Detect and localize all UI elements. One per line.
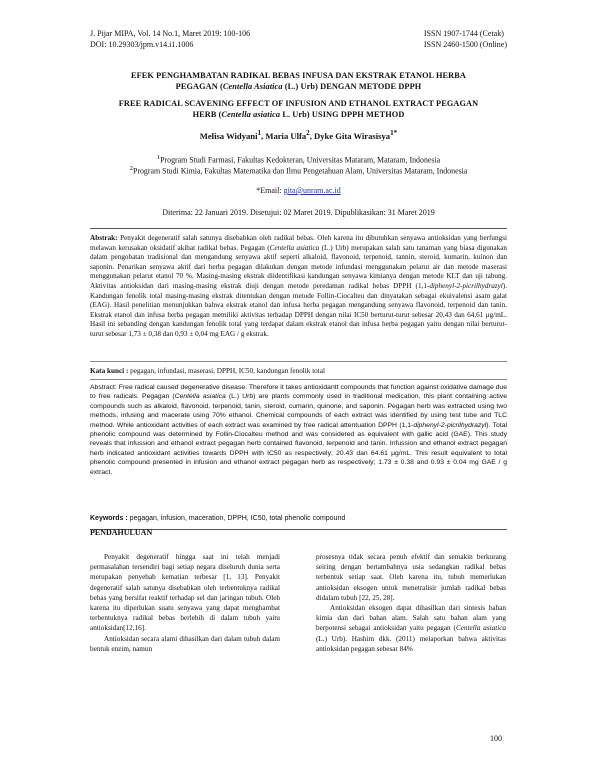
journal-citation: J. Pijar MIPA, Vol. 14 No.1, Maret 2019: 100-106 xyxy=(90,29,251,38)
doi: DOI: 10.29303/jpm.v14.i1.1006 xyxy=(90,40,194,49)
section-heading: PENDAHULUAN xyxy=(90,528,153,537)
page-number: 100 xyxy=(490,734,502,743)
paragraph: prosesnya tidak secara penuh efektif dan semakin berkurang seiring dengan bertambahnya usia sedangkan radikal bebas terbentuk setiap saat. Oleh karena itu, tubuh memerlukan antioksidan eksogen untuk menetralisir jumlah radikal bebas didalam tubuh [22, 25, 28]. xyxy=(316,553,506,602)
issn-online: ISSN 2460-1500 (Online) xyxy=(423,40,507,49)
affiliation-2: $^2$Program Studi Kimia, Fakultas Matematika dan Ilmu Pengetahuan Alam, Universitas Mataram, Indonesia xyxy=(129,165,468,176)
body-column-left xyxy=(90,552,280,654)
paragraph: Penyakit degeneratif hingga saat ini telah menjadi permasalahan tersendiri bagi setiap negara diseluruh dunia serta merupakan penyebab kematian terbesar [1, 13]. Penyakit degeneratif salah satunya disebabkan oleh terbentuknya radikal bebas yang bersifat reaktif terhadap sel dan jaringan tubuh. Oleh karena itu diperlukan suatu senyawa yang dapat menghambat terbentuknya radikal bebas berlebih di dalam tubuh yaitu antioksidan[12,16]. xyxy=(90,553,280,633)
title-indonesian: EFEK PENGHAMBATAN RADIKAL BEBAS INFUSA DAN EKSTRAK ETANOL HERBA PEGAGAN (Centella Asiatica (L.) Urb) DENGAN METODE DPPH xyxy=(131,71,466,91)
title-english: FREE RADICAL SCAVENING EFFECT OF INFUSION AND ETHANOL EXTRACT PEGAGAN HERB (Centella asiatica L. Urb) USING DPPH METHOD xyxy=(118,99,479,119)
affiliation-1: $^1$Program Studi Farmasi, Fakultas Kedokteran, Universitas Mataram, Mataram, Indonesia xyxy=(156,154,441,165)
paragraph: Antioksidan eksogen dapat dihasilkan dari sintesis bahan kimia dan dari bahan alam. Salah satu bahan alam yang berpotensi sebagai antioksidan yaitu pegagan (Centella asiatica (L.) Urb). Hashim dkk. (2011) melaporkan bahwa aktivitas antioksidan pegagan sebesar 84% xyxy=(316,604,506,653)
email-link[interactable]: gita@unram.ac.id xyxy=(283,186,341,195)
body-column-right xyxy=(316,552,506,654)
divider-top-keywords xyxy=(90,361,507,362)
header-right xyxy=(424,28,507,50)
kata-kunci: Kata kunci : pegagan, infundasi, maserasi, DPPH, IC50, kandungan fenolik total xyxy=(90,367,325,375)
corresponding-email: *Email: gita@unram.ac.id xyxy=(256,186,341,195)
keywords-english: Keywords : pegagan, infusion, maceration, DPPH, IC50, total phenolic compound xyxy=(90,515,346,522)
submission-dates: Diterima: 22 Januari 2019. Disetujui: 02 Maret 2019. Dipublikasikan: 31 Maret 2019 xyxy=(162,208,435,217)
header-left xyxy=(90,28,250,50)
abstrak-indonesian: Abstrak: Penyakit degeneratif salah satunya disebabkan oleh radikal bebas. Oleh karena itu dibutuhkan senyawa antioksidan yang berfungsi melawan kerusakan oksidatif akibat radikal bebas. Pegagan (Centella asiatica (L.) Urb) merupakan salah satu tanaman yang biasa digunakan dalam pengobatan tradisional dan mengandung senyawa aktif seperti alkaloid, flavonoid, terpenoid, tannin, steroid, kumarin, kuinon dan saponin. Penarikan senyawa aktif dari herba pegagan dilakukan dengan metode infundasi menggunakan pelarut air dan metode maserasi menggunakan pelarut etanol 70 %. Masing-masing ekstrak diidentifikasi kandungan senyawa kimianya dengan metode KLT dan uji tabung. Aktivitas antioksidan dari masing-masing ekstrak diuji dengan metode peredaman radikal bebas DPPH (1,1-diphenyl-2-picrilhydrazyl). Kandungan fenolik total masing-masing ekstrak ditentukan dengan metode Follin-Ciocalteu dan dinyatakan sebagai ekuivalensi asam galat (EAG). Hasil penelitian menunjukkan bahwa ekstrak etanol dan infusa herba pegagan mengandung senyawa flavonoid, terpenoid dan tanin. Ekstrak etanol dan infusa herba pegagan memiliki aktivitas terhadap DPPH dengan nilai IC50 berturut-turut sebesar 20,43 dan 64,61 μg/mL. Hasil ini sebanding dengan kandungan fenolik total yang terdapat dalam ekstrak etanol dan infusa herba pegagan yaitu dengan nilai berturut-turut sebesar 1,73 ± 0,38 dan 0,93 ± 0,04 mg EAG / g ekstrak. xyxy=(90,234,507,338)
divider-bottom-keywords xyxy=(90,379,507,380)
issn-print: ISSN 1907-1744 (Cetak) xyxy=(423,29,504,38)
abstract-english: Abstract: Free radical caused degenerative disease. Therefore it takes antioxidantt compounds that function against oxidative damage due to free radicals. Pegagan (Centella asiatica (L.) Urb) are plants commonly used in traditional medication, this plant containing active compounds such as alkaloid, flavonoid, terpenoid, tanin, steroid, cumarin, quinone, and saponin. Pegagan herb was extracted using two methods, infusing and macerate using 70% ethanol. Chemical compounds of each extract was identified by using test tube and TLC method. While antioxidant activities of each extract was examined by free radical attentuation DPPH (1,1-diphenyl-2-picrilhydrazyl). Total phenolic compound was determined by Follin-Ciocalteu method and was considered as equivalent with gallic acid (GAE). This study reveals that infussion and ethanol extract pegagan herb contained flavonoid, terpenoid and tanin. Infussion and ethanol extract pegagan herb indicated antioxidant activities towards DPPH with IC50 as respectively; 20.43 dan 64.61 μg/mL. This result equivalent to total phenolic compound presented in infusion and ethanol extract pegagan herb as respectively; 1.73 ± 0.38 and 0.93 ± 0.04 mg GAE / g extract. xyxy=(90,384,507,476)
author-list: Melisa Widyani$^1$, Maria Ulfa$^2$, Dyke Gita Wirasisya$^{1*}$ xyxy=(199,129,398,141)
paragraph: Antioksidan secara alami dihasilkan dari dalam tubuh dalam bentuk enzim, namun xyxy=(90,634,280,653)
